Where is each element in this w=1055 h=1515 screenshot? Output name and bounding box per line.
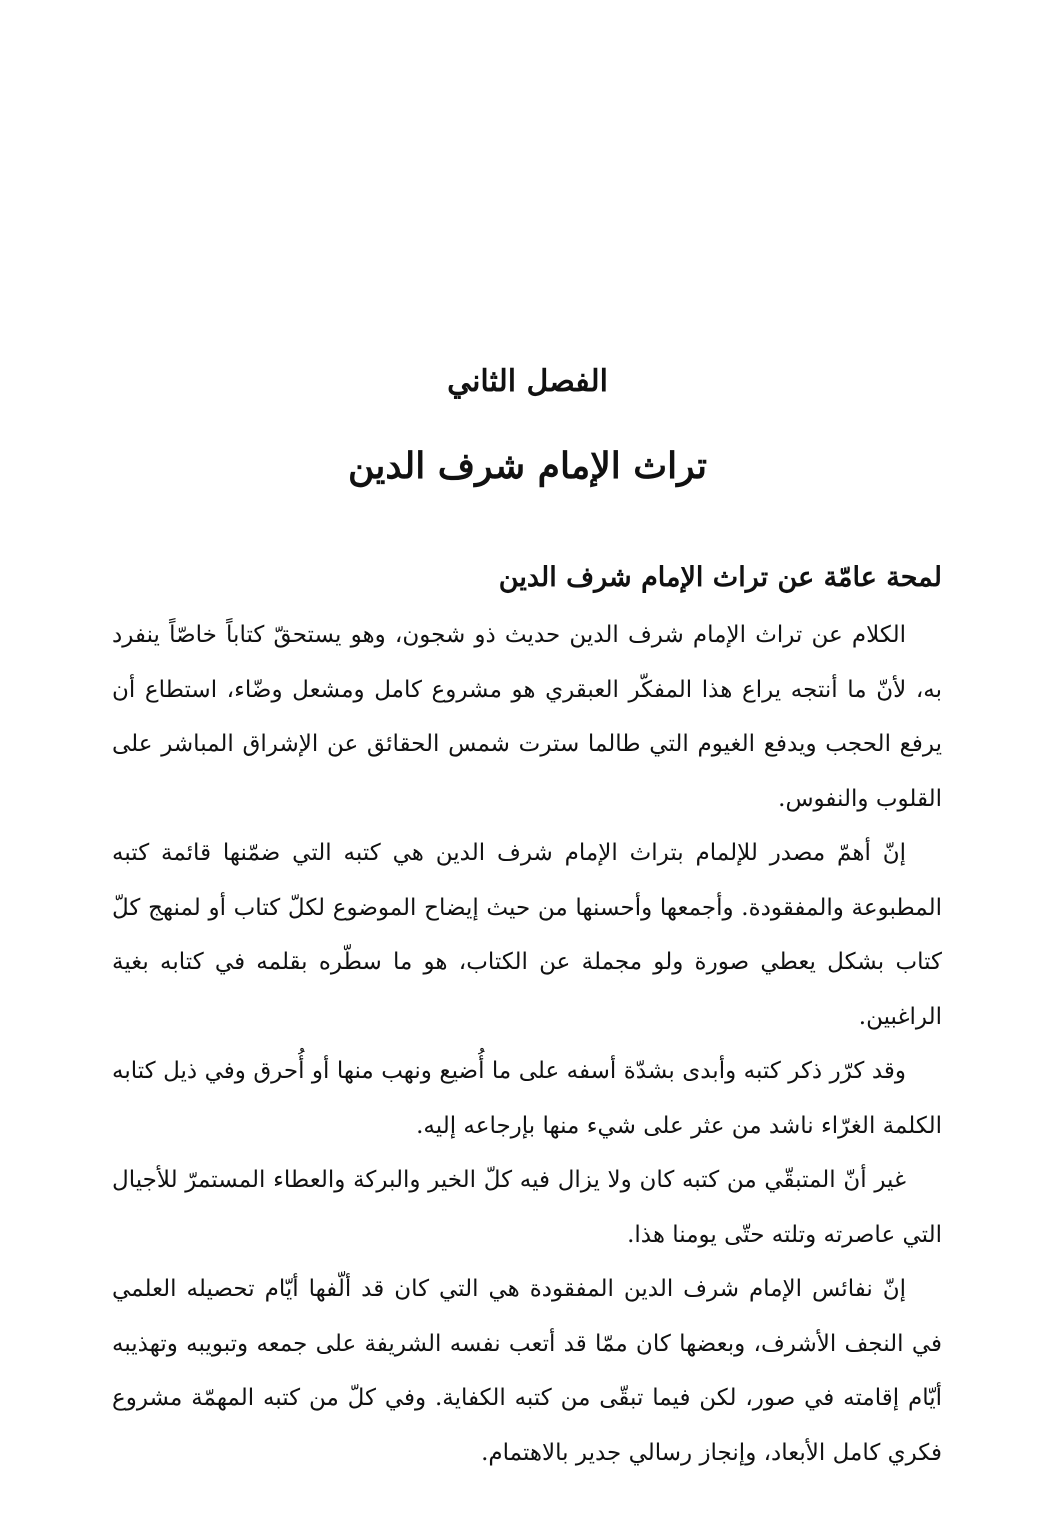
paragraph-2: إنّ أهمّ مصدر للإلمام بتراث الإمام شرف الدين هي كتبه التي ضمّنها قائمة كتبه المطبوعة والمفقودة. وأجمعها وأحسنها من حيث إيضاح الموضوع لكلّ كتاب أو لمنهج كلّ كتاب بشكل يعطي صورة ولو مجملة عن الكتاب، هو ما سطّره بقلمه في كتابه بغية الراغبين. [112, 840, 942, 1030]
section-heading: لمحة عامّة عن تراث الإمام شرف الدين [498, 562, 942, 593]
chapter-body [112, 548, 942, 1480]
chapter-label: الفصل الثاني [447, 364, 608, 399]
paragraph-5: إنّ نفائس الإمام شرف الدين المفقودة هي التي كان قد ألّفها أيّام تحصيله العلمي في النجف الأشرف، وبعضها كان ممّا قد أتعب نفسه الشريفة على جمعه وتبويبه وتهذيبه أيّام إقامته في صور، لكن فيما تبقّى من كتبه الكفاية. وفي كلّ من كتبه المهمّة مشروع فكري كامل الأبعاد، وإنجاز رسالي جدير بالاهتمام. [112, 1276, 942, 1466]
chapter-title: تراث الإمام شرف الدين [347, 445, 708, 487]
paragraph-3: وقد كرّر ذكر كتبه وأبدى بشدّة أسفه على ما أُضيع ونهب منها أو أُحرق وفي ذيل كتابه الكلمة الغرّاء ناشد من عثر على شيء منها بإرجاعه إليه. [112, 1058, 942, 1139]
paragraph-4: غير أنّ المتبقّي من كتبه كان ولا يزال فيه كلّ الخير والبركة والعطاء المستمرّ للأجيال التي عاصرته وتلته حتّى يومنا هذا. [112, 1167, 942, 1248]
paragraph-1: الكلام عن تراث الإمام شرف الدين حديث ذو شجون، وهو يستحقّ كتاباً خاصّاً ينفرد به، لأنّ ما أنتجه يراع هذا المفكّر العبقري هو مشروع كامل ومشعل وضّاء، استطاع أن يرفع الحجب ويدفع الغيوم التي طالما سترت شمس الحقائق عن الإشراق المباشر على القلوب والنفوس. [112, 622, 942, 812]
